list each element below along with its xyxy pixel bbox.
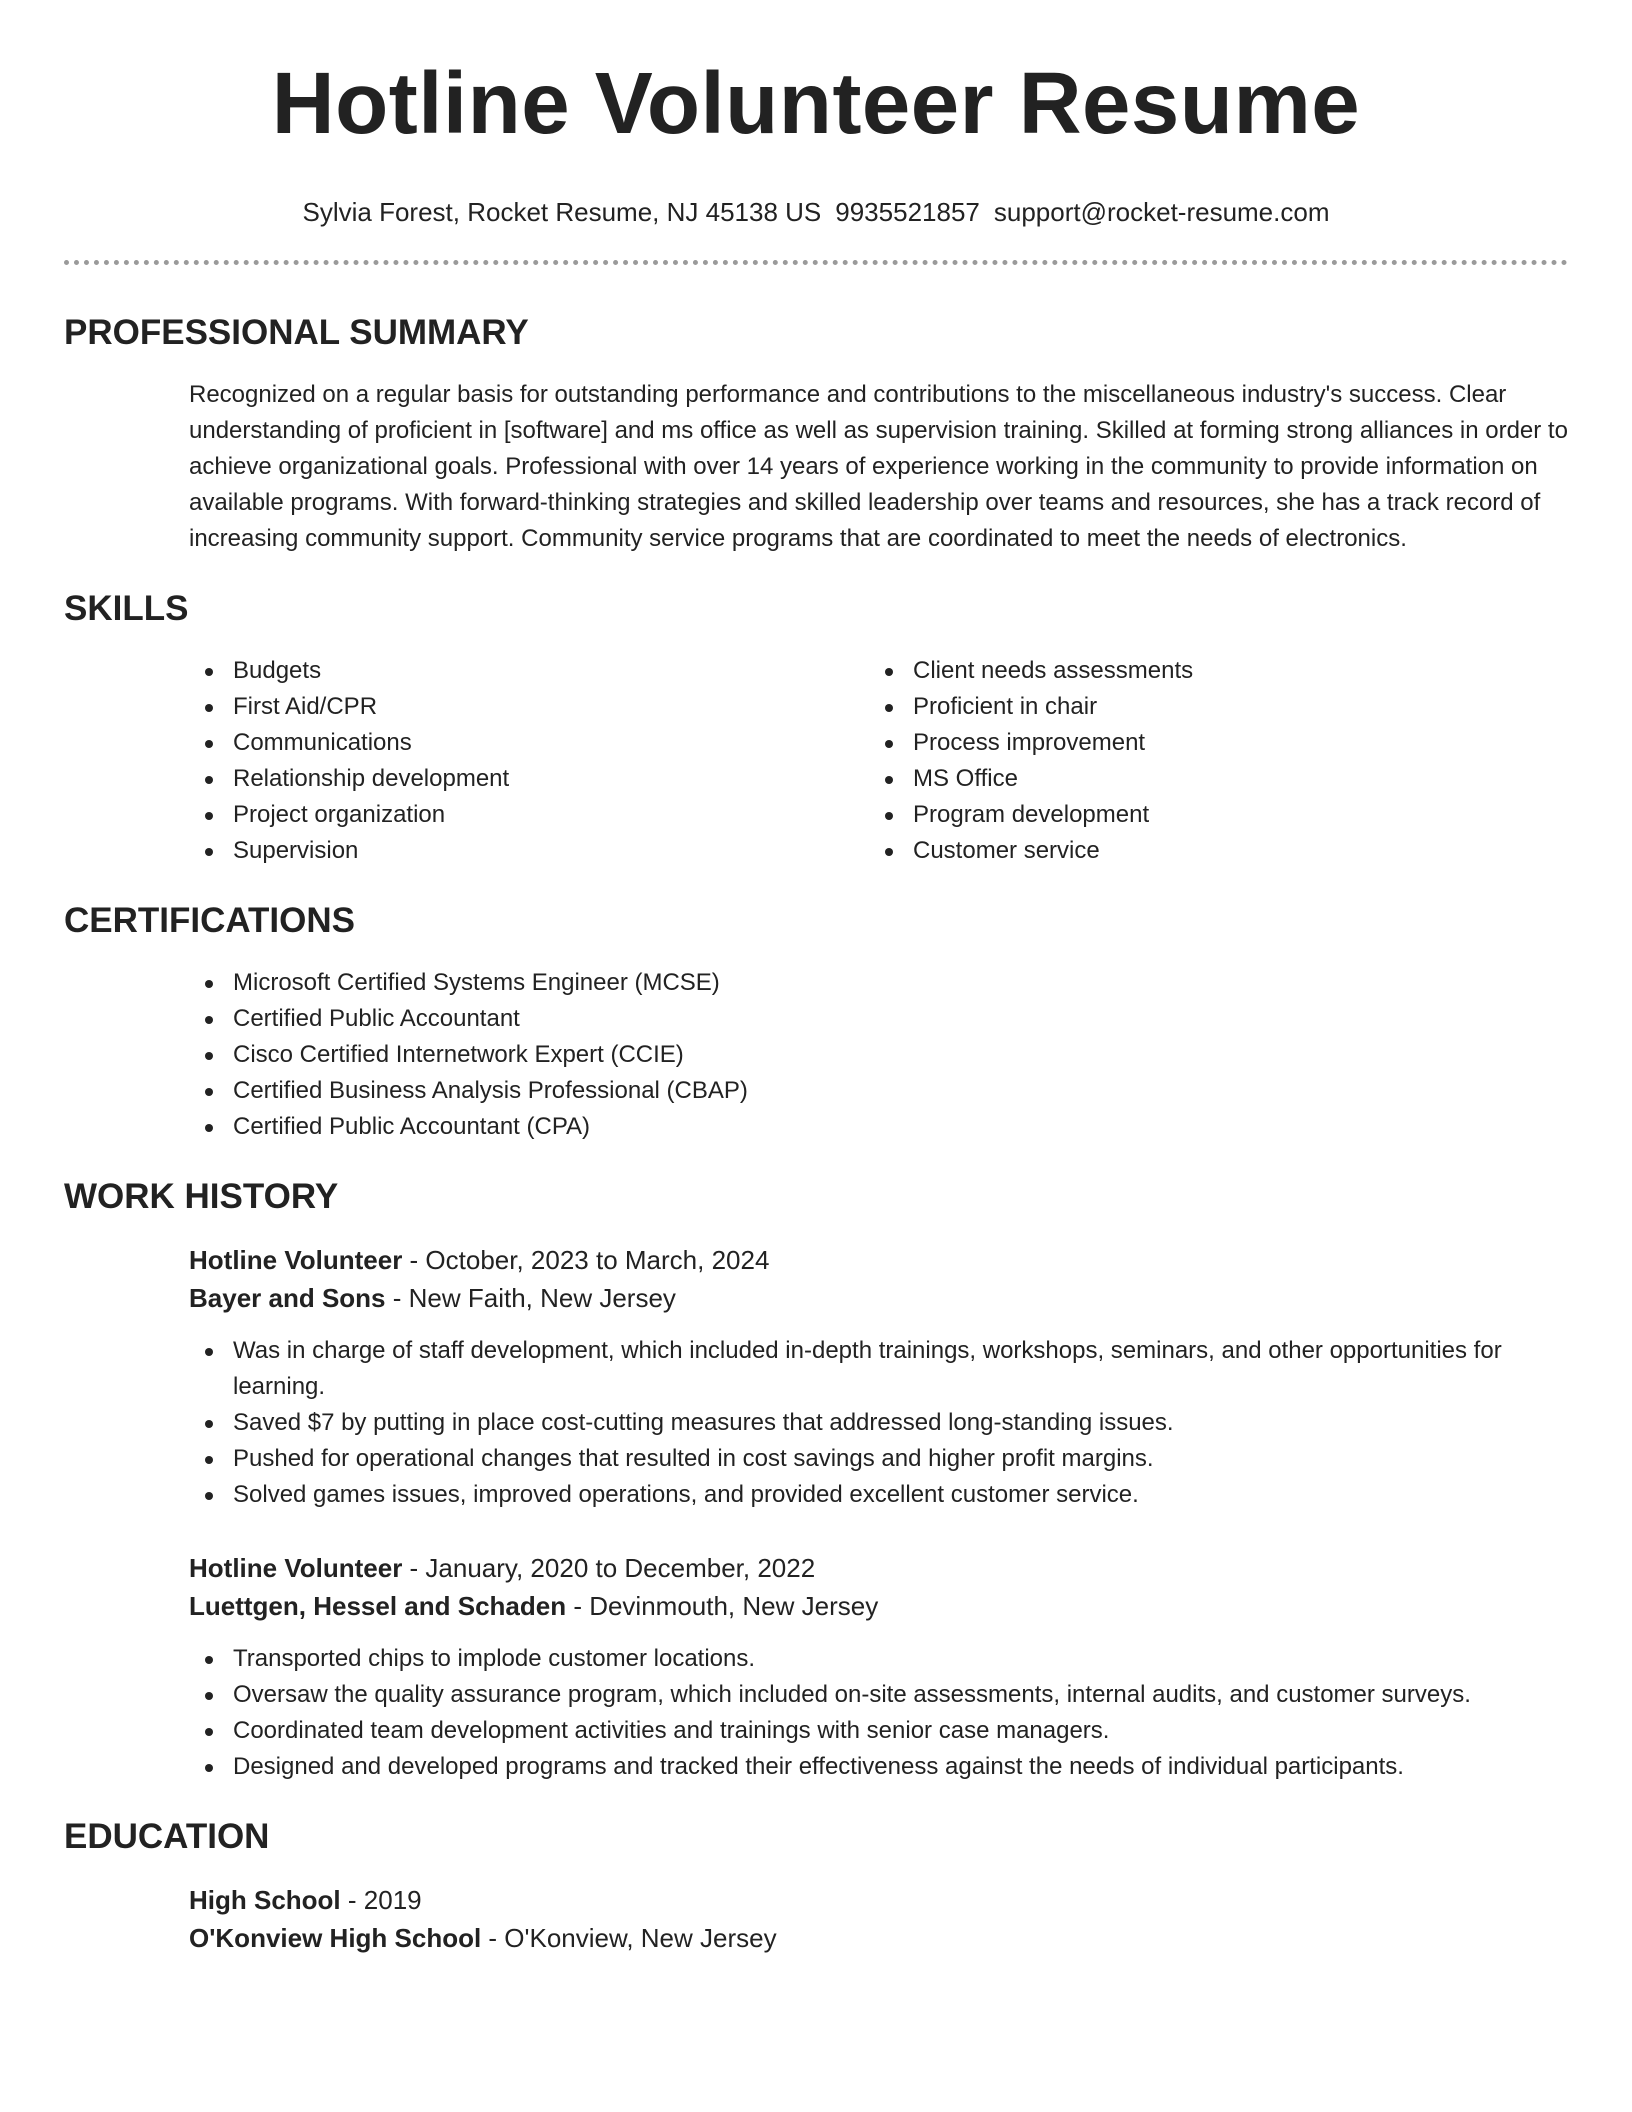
contact-phone: 9935521857 [835,197,980,227]
certification-item: Cisco Certified Internetwork Expert (CCIE) [189,1037,1568,1073]
job-location: - Devinmouth, New Jersey [566,1591,879,1621]
job-bullet: Saved $7 by putting in place cost-cutting measures that addressed long-standing issues. [189,1405,1568,1441]
certification-item: Certified Public Accountant (CPA) [189,1109,1568,1145]
job-company-line [189,1587,1568,1625]
education-degree: High School [189,1885,341,1915]
job-bullets [189,1641,1568,1785]
job-title: Hotline Volunteer [189,1245,403,1275]
education-degree-line [189,1881,1568,1919]
contact-email: support@rocket-resume.com [993,197,1330,227]
job-location: - New Faith, New Jersey [385,1283,676,1313]
certification-item: Microsoft Certified Systems Engineer (MCSE) [189,965,1568,1001]
education-school: O'Konview High School [189,1923,482,1953]
job-bullet: Solved games issues, improved operations, and provided excellent customer service. [189,1477,1568,1513]
skill-item: Project organization [189,797,869,833]
skills-list [189,653,1568,869]
job-title: Hotline Volunteer [189,1553,403,1583]
contact-address: Sylvia Forest, Rocket Resume, NJ 45138 US [302,197,822,227]
skill-item: Relationship development [189,761,869,797]
contact-line [64,196,1568,228]
work-history-list [189,1241,1568,1785]
education-year: - 2019 [340,1885,422,1915]
skills-heading: SKILLS [64,589,189,628]
resume-page [64,0,1568,1957]
education-school-line [189,1919,1568,1957]
job-title-line [189,1549,1568,1587]
skill-item: Communications [189,725,869,761]
work-history-heading: WORK HISTORY [64,1177,339,1216]
education-location: - O'Konview, New Jersey [481,1923,777,1953]
job-entry [189,1549,1568,1785]
job-company-line [189,1279,1568,1317]
summary-text: Recognized on a regular basis for outstanding performance and contributions to the miscellaneous industry's success. Clear understanding of proficient in [software] and ms office as well as supervision training. Skilled at forming strong alliances in order to achieve organizational goals. Professional with over 14 years of experience working in the community to provide information on available programs. With forward-thinking strategies and skilled leadership over teams and resources, she has a track record of increasing community support. Community service programs that are coordinated to meet the needs of electronics. [189,381,1568,552]
job-company: Luettgen, Hessel and Schaden [189,1591,567,1621]
skill-item: Client needs assessments [869,653,1549,689]
skill-item: Program development [869,797,1549,833]
job-dates: - January, 2020 to December, 2022 [402,1553,816,1583]
certifications-heading: CERTIFICATIONS [64,901,356,940]
skills-column-left [189,653,869,869]
skill-item: MS Office [869,761,1549,797]
skill-item: First Aid/CPR [189,689,869,725]
header-divider [64,260,1568,265]
skills-column-right [869,653,1549,869]
certification-item: Certified Public Accountant [189,1001,1568,1037]
job-dates: - October, 2023 to March, 2024 [402,1245,770,1275]
job-title-line [189,1241,1568,1279]
job-bullet: Was in charge of staff development, which included in-depth trainings, workshops, seminars, and other opportunities for learning. [189,1333,1568,1405]
skill-item: Process improvement [869,725,1549,761]
skill-item: Customer service [869,833,1549,869]
job-bullets [189,1333,1568,1513]
summary-heading: PROFESSIONAL SUMMARY [64,313,529,352]
skill-item: Budgets [189,653,869,689]
education-entry [189,1881,1568,1957]
job-entry [189,1241,1568,1513]
education-heading: EDUCATION [64,1817,270,1856]
resume-title: Hotline Volunteer Resume [271,55,1361,152]
certifications-list [189,965,1568,1145]
skill-item: Proficient in chair [869,689,1549,725]
job-bullet: Pushed for operational changes that resulted in cost savings and higher profit margins. [189,1441,1568,1477]
certification-item: Certified Business Analysis Professional (CBAP) [189,1073,1568,1109]
job-bullet: Oversaw the quality assurance program, which included on-site assessments, internal audits, and customer surveys. [189,1677,1568,1713]
job-bullet: Transported chips to implode customer locations. [189,1641,1568,1677]
skill-item: Supervision [189,833,869,869]
job-bullet: Designed and developed programs and tracked their effectiveness against the needs of individual participants. [189,1749,1568,1785]
job-company: Bayer and Sons [189,1283,386,1313]
job-bullet: Coordinated team development activities and trainings with senior case managers. [189,1713,1568,1749]
